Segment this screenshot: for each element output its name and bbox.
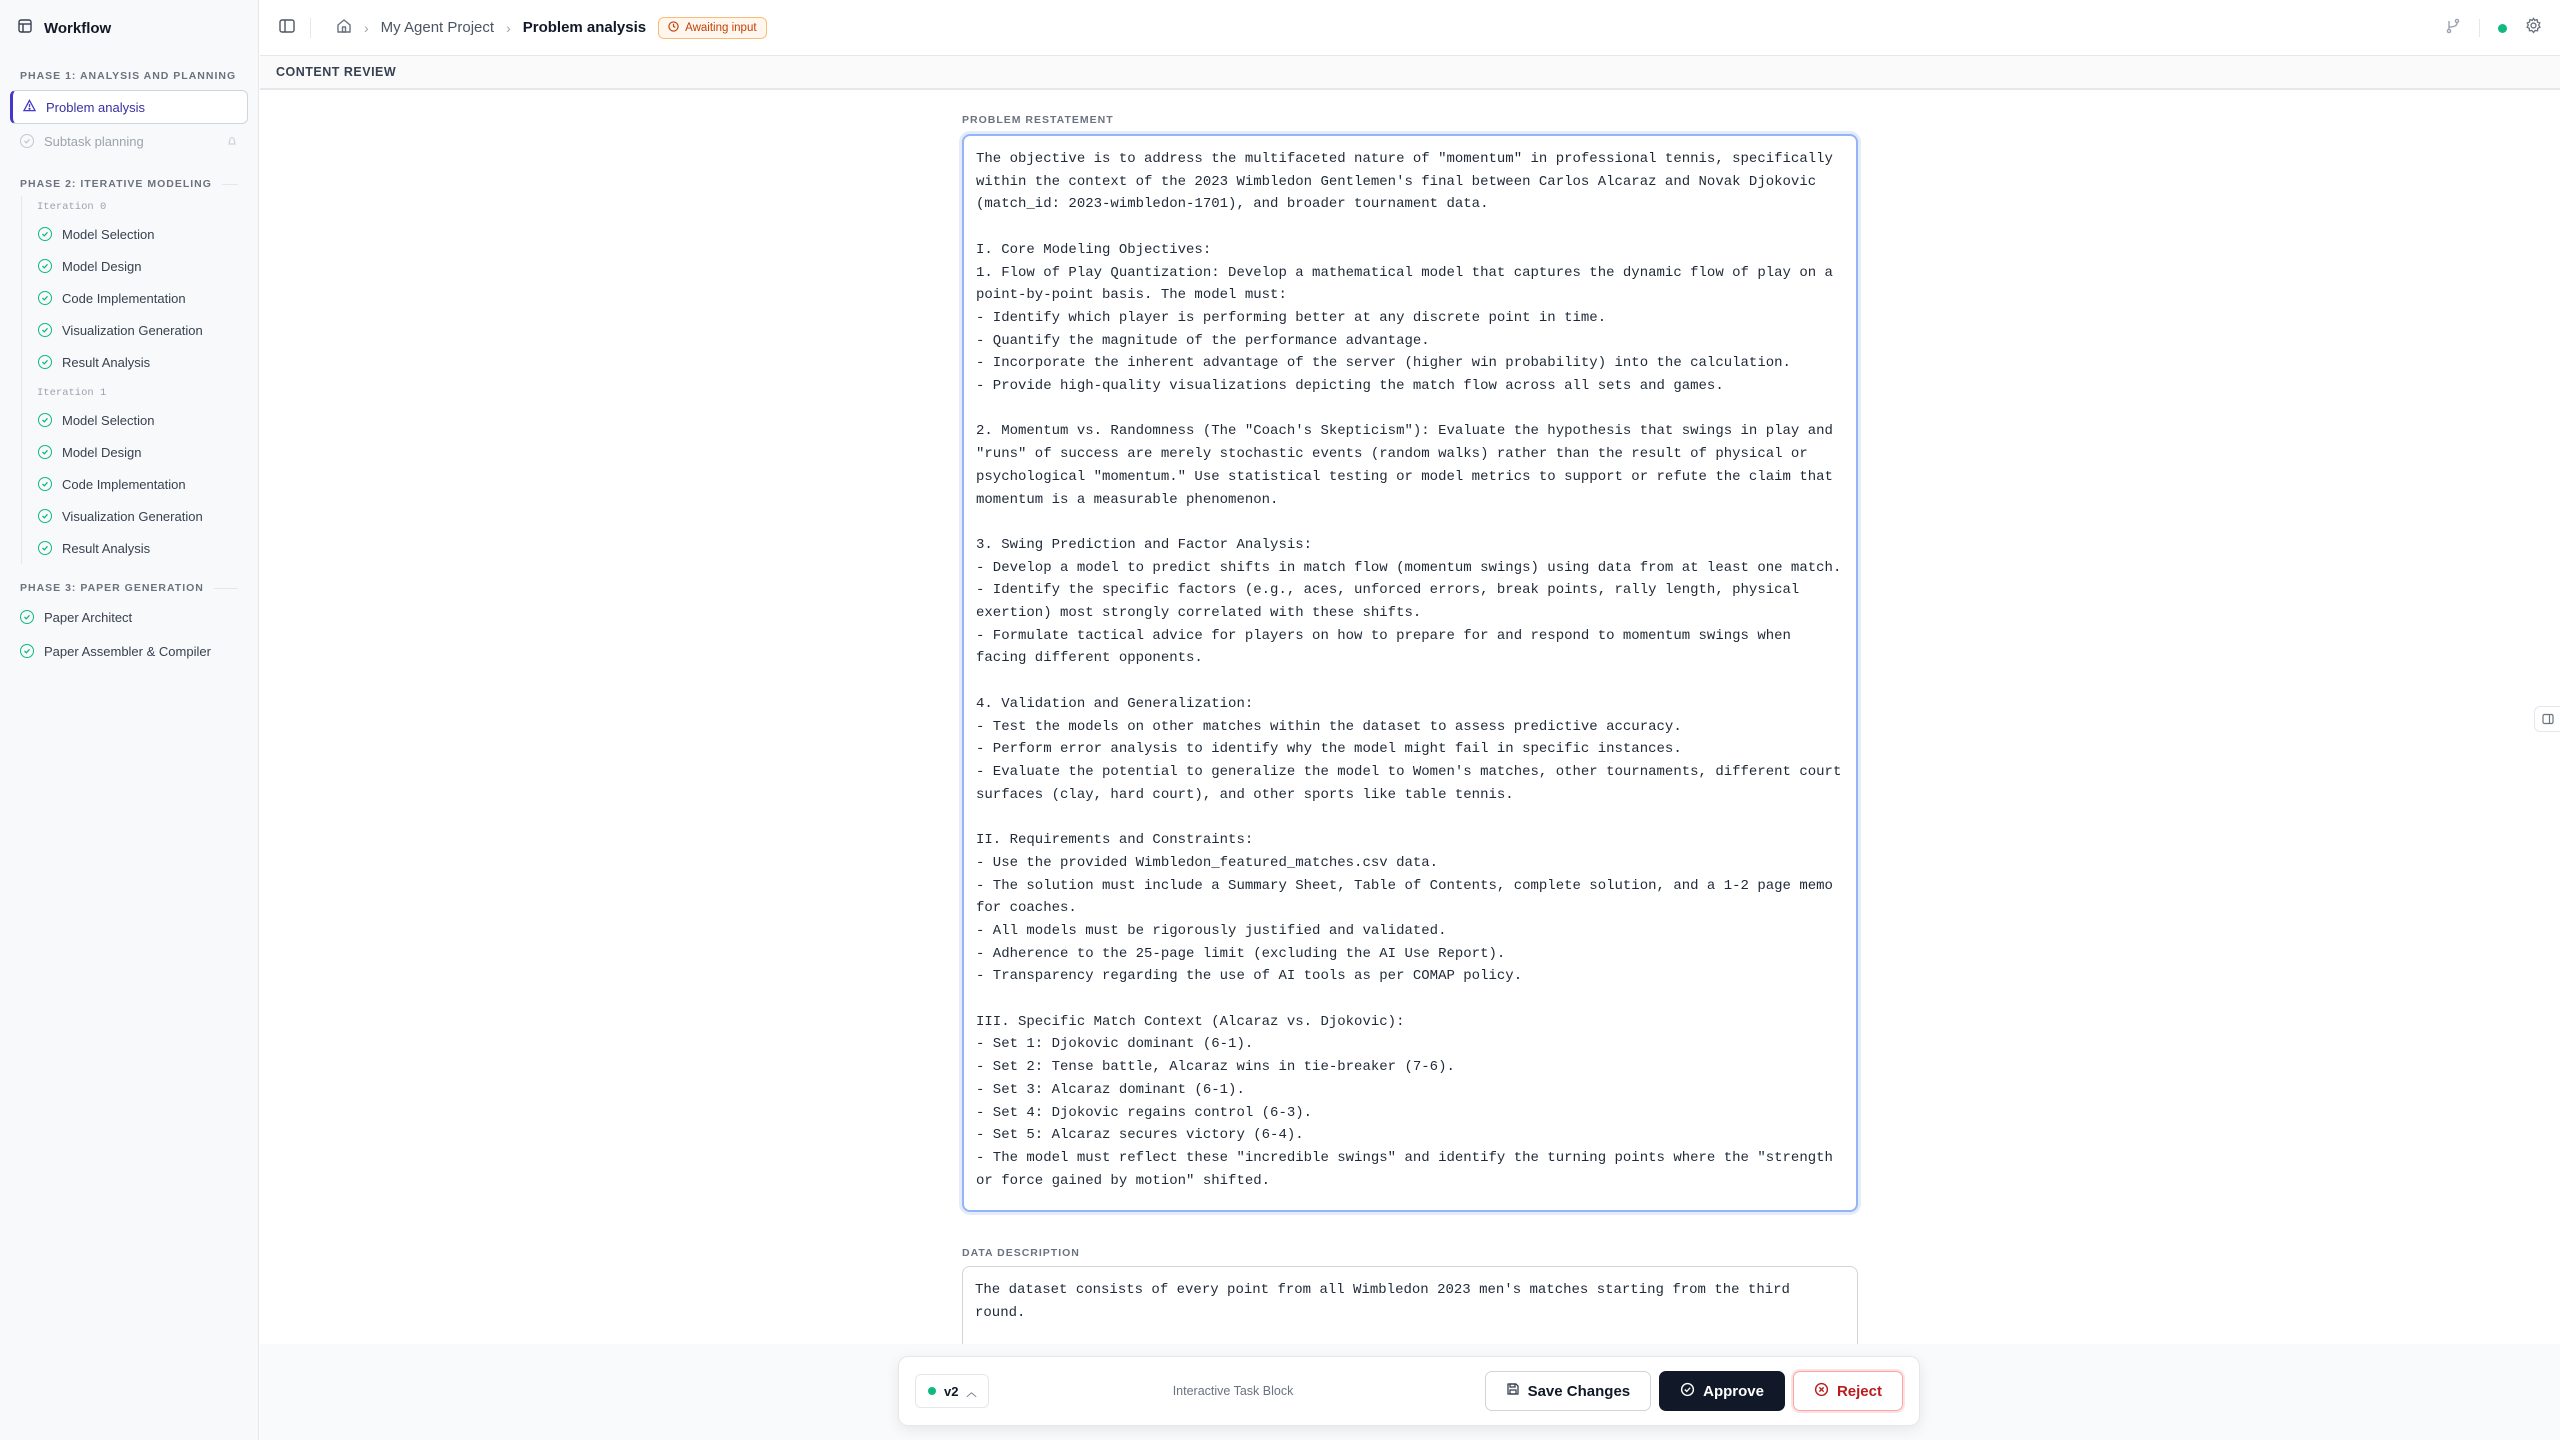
sidebar-item-paper-assembler[interactable] xyxy=(10,634,248,668)
check-circle-icon xyxy=(38,413,52,427)
home-icon[interactable] xyxy=(336,18,352,38)
phase-1-header xyxy=(0,68,258,84)
phase-2-header xyxy=(0,176,258,192)
sidebar-item-visualization-generation[interactable] xyxy=(22,314,258,346)
sidebar-item-visualization-generation[interactable] xyxy=(22,500,258,532)
status-badge xyxy=(658,17,766,39)
sidebar-title: Workflow xyxy=(44,19,112,37)
branch-icon[interactable] xyxy=(2445,18,2461,39)
iteration-label: Iteration 0 xyxy=(37,201,107,213)
phase-label: PHASE 2: ITERATIVE MODELING xyxy=(20,178,212,190)
check-circle-icon xyxy=(38,291,52,305)
check-circle-icon xyxy=(38,509,52,523)
sidebar-item-subtask-planning[interactable] xyxy=(10,124,248,158)
sidebar-item-model-selection[interactable] xyxy=(22,218,258,250)
sidebar-item-label: Visualization Generation xyxy=(62,322,203,338)
check-circle-icon xyxy=(20,644,34,658)
save-button-label: Save Changes xyxy=(1527,1382,1631,1400)
phase-label: PHASE 1: ANALYSIS AND PLANNING xyxy=(20,70,237,82)
sidebar-header xyxy=(0,0,258,56)
sidebar-item-model-design[interactable] xyxy=(22,436,258,468)
chevron-right-icon: › xyxy=(364,19,369,36)
data-description-editor[interactable]: The dataset consists of every point from all Wimbledon 2023 men's matches starting from the third round. xyxy=(962,1266,1858,1344)
reject-button-label: Reject xyxy=(1836,1382,1882,1400)
breadcrumb xyxy=(260,17,767,39)
sidebar-item-code-implementation[interactable] xyxy=(22,282,258,314)
sidebar-item-label: Paper Architect xyxy=(44,609,133,625)
sidebar-item-label: Model Selection xyxy=(62,412,155,428)
workflow-icon xyxy=(18,19,32,38)
sidebar-toggle-icon[interactable] xyxy=(278,17,296,39)
approve-button[interactable] xyxy=(1659,1371,1785,1411)
sidebar-item-label: Model Design xyxy=(62,258,142,274)
sidebar-item-model-design[interactable] xyxy=(22,250,258,282)
sidebar-item-label: Problem analysis xyxy=(46,99,145,115)
sidebar-item-label: Visualization Generation xyxy=(62,508,203,524)
page-title: Problem analysis xyxy=(522,19,647,36)
sidebar-item-label: Code Implementation xyxy=(62,290,186,306)
sidebar xyxy=(0,0,259,1440)
chevron-up-icon: ︿ xyxy=(966,1387,977,1399)
check-circle-icon xyxy=(38,323,52,337)
sidebar-item-label: Result Analysis xyxy=(62,540,151,556)
panel-toggle-icon[interactable] xyxy=(2534,706,2560,732)
check-circle-icon xyxy=(1680,1382,1695,1401)
reject-button[interactable] xyxy=(1793,1371,1903,1411)
status-text: Awaiting input xyxy=(685,21,757,34)
gear-icon[interactable] xyxy=(2525,17,2542,39)
sidebar-item-code-implementation[interactable] xyxy=(22,468,258,500)
phase-3-header xyxy=(0,580,258,596)
check-circle-icon xyxy=(38,445,52,459)
check-circle-icon xyxy=(38,227,52,241)
check-circle-icon xyxy=(38,541,52,555)
x-circle-icon xyxy=(1814,1382,1829,1401)
clock-icon xyxy=(668,21,679,35)
sidebar-item-paper-architect[interactable] xyxy=(10,600,248,634)
sidebar-item-label: Subtask planning xyxy=(44,133,144,149)
save-icon xyxy=(1506,1382,1520,1400)
main-content xyxy=(260,92,2560,1344)
task-block-label: Interactive Task Block xyxy=(1172,1384,1294,1398)
iteration-group xyxy=(21,196,258,564)
action-bar xyxy=(898,1356,1920,1426)
check-circle-icon xyxy=(38,259,52,273)
top-bar xyxy=(260,0,2560,56)
phase-label: PHASE 3: PAPER GENERATION xyxy=(20,582,204,594)
version-status-icon xyxy=(928,1387,936,1395)
section-title: CONTENT REVIEW xyxy=(276,65,397,79)
warning-icon xyxy=(23,99,36,115)
check-circle-icon xyxy=(38,355,52,369)
top-bar-actions xyxy=(2445,0,2542,56)
breadcrumb-project[interactable]: My Agent Project xyxy=(380,19,495,36)
save-changes-button[interactable] xyxy=(1485,1371,1652,1411)
check-circle-icon xyxy=(20,610,34,624)
problem-restatement-editor[interactable]: The objective is to address the multifaceted nature of "momentum" in professional tennis, specifically within the context of the 2023 Wimbledon Gentlemen's final between Carlos Alcaraz and Novak Djokovic (match_id: 2023-wimbledon-1701), and broader tournament data. I. Core Modeling Objectives: 1. Flow of Play Quantization: Develop a mathematical model that captures the dynamic flow of play on a point-by-point basis. The model must: - Identify which player is performing better at any discrete point in time. - Quantify the magnitude of the performance advantage. - Incorporate the inherent advantage of the server (higher win probability) into the calculation. - Provide high-quality visualizations depicting the match flow across all sets and games. 2. Momentum vs. Randomness (The "Coach's Skepticism"): Evaluate the hypothesis that swings in play and "runs" of success are merely stochastic events (random walks) rather than the result of physical or psychological "momentum." Use statistical testing or model metrics to support or refute the claim that momentum is a measurable phenomenon. 3. Swing Prediction and Factor Analysis: - Develop a model to predict shifts in match flow (momentum swings) using data from at least one match. - Identify the specific factors (e.g., aces, unforced errors, break points, rally length, physical exertion) most strongly correlated with these shifts. - Formulate tactical advice for players on how to prepare for and respond to momentum swings when facing different opponents. 4. Validation and Generalization: - Test the models on other matches within the dataset to assess predictive accuracy. - Perform error analysis to identify why the model might fail in specific instances. - Evaluate the potential to generalize the model to Women's matches, other tournaments, different court surfaces (clay, hard court), and other sports like table tennis. II. Requirements and Constraints: - Use the provided Wimbledon_featured_matches.csv data. - The solution must include a Summary Sheet, Table of Contents, complete solution, and a 1-2 page memo for coaches. - All models must be rigorously justified and validated. - Adherence to the 25-page limit (excluding the AI Use Report). - Transparency regarding the use of AI tools as per COMAP policy. III. Specific Match Context (Alcaraz vs. Djokovic): - Set 1: Djokovic dominant (6-1). - Set 2: Tense battle, Alcaraz wins in tie-breaker (7-6). - Set 3: Alcaraz dominant (6-1). - Set 4: Djokovic regains control (6-3). - Set 5: Alcaraz secures victory (6-4). - The model must reflect these "incredible swings" and identify the turning points where the "strength or force gained by motion" shifted. xyxy=(962,134,1858,1212)
connection-status-icon xyxy=(2498,24,2507,33)
sidebar-item-label: Paper Assembler & Compiler xyxy=(44,643,211,659)
sidebar-item-label: Code Implementation xyxy=(62,476,186,492)
sidebar-item-result-analysis[interactable] xyxy=(22,346,258,378)
version-selector[interactable] xyxy=(915,1374,989,1408)
sidebar-item-label: Model Design xyxy=(62,444,142,460)
version-label: v2 xyxy=(944,1383,959,1399)
field-label: DATA DESCRIPTION xyxy=(962,1247,1080,1259)
sidebar-item-label: Result Analysis xyxy=(62,354,151,370)
check-circle-icon xyxy=(38,477,52,491)
iteration-label: Iteration 1 xyxy=(37,387,107,399)
field-label: PROBLEM RESTATEMENT xyxy=(962,114,1114,126)
pending-icon xyxy=(20,134,34,148)
sidebar-item-result-analysis[interactable] xyxy=(22,532,258,564)
sidebar-item-model-selection[interactable] xyxy=(22,404,258,436)
sidebar-item-label: Model Selection xyxy=(62,226,155,242)
content-review-bar xyxy=(260,56,2560,90)
chevron-right-icon: › xyxy=(506,19,511,36)
sidebar-item-problem-analysis[interactable] xyxy=(10,90,248,124)
lock-icon xyxy=(226,134,238,149)
approve-button-label: Approve xyxy=(1703,1382,1764,1400)
